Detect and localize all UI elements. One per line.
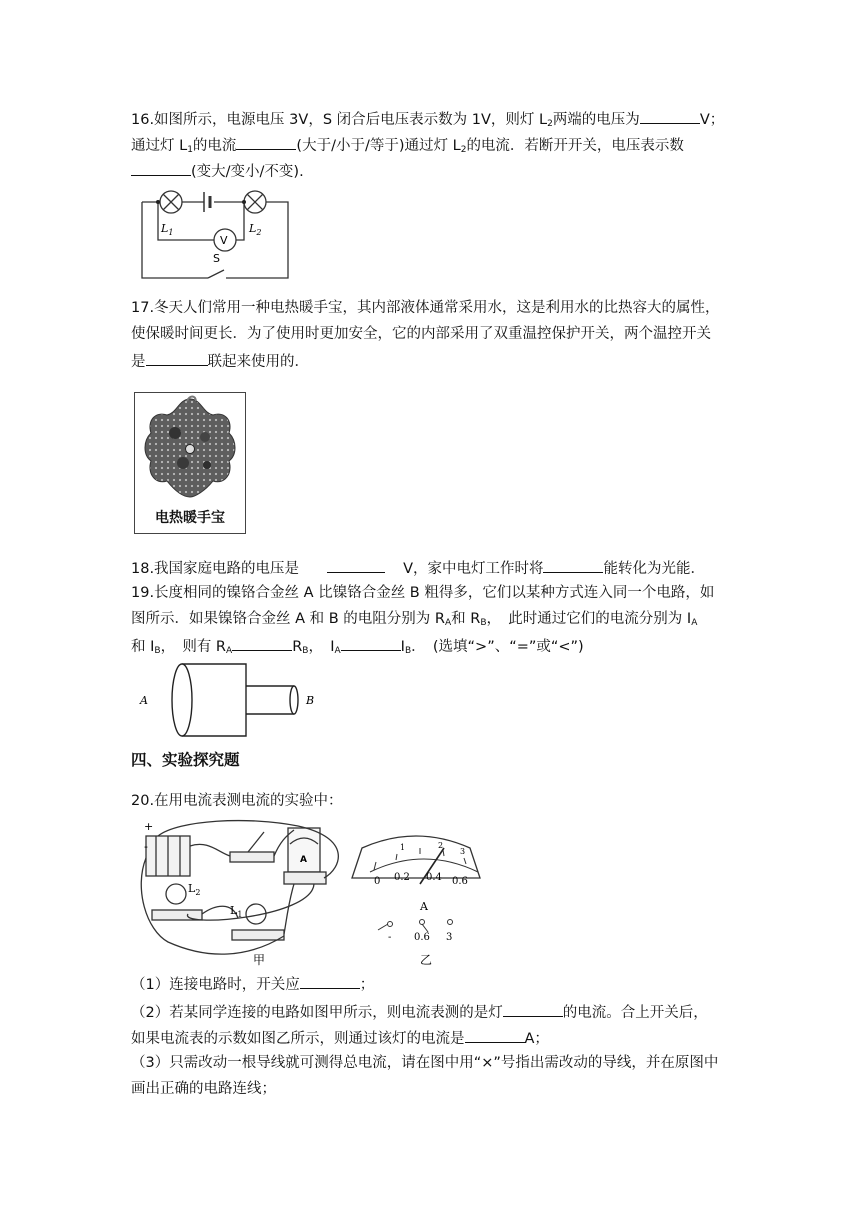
q20-part1: （1）连接电路时，开关应 ； [131, 973, 374, 995]
svg-text:L1: $L_1$ [230, 904, 243, 919]
svg-text:A: A [140, 694, 148, 707]
q18-blank-2[interactable] [543, 557, 603, 573]
q17-line3: 是 联起来使用的． [131, 350, 309, 372]
q20-part3-line2: 画出正确的电路连线； [131, 1081, 276, 1097]
q19-wire-figure [134, 660, 324, 740]
q16-blank-1[interactable] [640, 108, 700, 124]
q19-blank-1[interactable] [232, 635, 292, 651]
q20-part2-line2: 如果电流表的示数如图乙所示，则通过该灯的电流是 A； [131, 1027, 549, 1049]
svg-text:2: 2 [438, 841, 444, 850]
svg-text:0.6: 0.6 [414, 932, 430, 943]
q19-line2: 图所示．如果镍铬合金丝 A 和 B 的电阻分别为 $R_A$和 $R_B$， 此时通过它们的电流分别为 $I_A$ [131, 611, 698, 628]
q20-experiment-figure [138, 818, 483, 968]
svg-text:3: 3 [460, 847, 466, 856]
svg-text:S: S [213, 252, 220, 265]
q19-line3: 和 $I_B$， 则有 $R_A$ $R_B$， $I_A$ $I_B$． (选填“>”、“=”或“<”) [131, 635, 584, 661]
q18-blank-1[interactable] [327, 557, 385, 573]
svg-text:乙: 乙 [420, 953, 433, 967]
q16-blank-2[interactable] [236, 134, 296, 150]
svg-text:L2: $L_2$ [249, 222, 262, 237]
q16-line1: 16.如图所示，电源电压 3V，S 闭合后电压表示数为 1V，则灯 $L_2$两端的电压为 V； [131, 108, 724, 134]
hand-warmer-image [134, 392, 246, 534]
hand-warmer-caption: 电热暖手宝 [155, 510, 225, 526]
svg-text:3: 3 [446, 932, 453, 943]
q20-part2-line1: （2）若某同学连接的电路如图甲所示，则电流表测的是灯 的电流。合上开关后， [131, 1001, 708, 1023]
svg-text:A: A [420, 900, 428, 913]
q16-circuit-figure [136, 190, 296, 286]
svg-text:-: - [144, 840, 148, 853]
q20-blank-3[interactable] [465, 1027, 525, 1043]
section-4-title: 四、实验探究题 [131, 751, 240, 769]
q20-part3-line1: （3）只需改动一根导线就可测得总电流，请在图中用“×”号指出需改动的导线，并在原图中 [131, 1055, 719, 1071]
q19-blank-2[interactable] [341, 635, 401, 651]
q20-intro: 20.在用电流表测电流的实验中： [131, 793, 343, 809]
svg-text:V: V [220, 234, 228, 247]
svg-text:0.6: 0.6 [452, 876, 468, 887]
q18-line: 18.我国家庭电路的电压是 V，家中电灯工作时将 能转化为光能． [131, 557, 705, 579]
svg-text:L2: $L_2$ [188, 882, 201, 897]
q20-blank-2[interactable] [503, 1001, 563, 1017]
q16-blank-3[interactable] [131, 160, 191, 176]
svg-text:+: + [144, 820, 154, 833]
hand-warmer-photo [135, 393, 245, 505]
svg-text:0.2: 0.2 [394, 872, 410, 883]
q20-blank-1[interactable] [300, 973, 360, 989]
svg-text:0.4: 0.4 [426, 872, 442, 883]
svg-text:-: - [388, 932, 392, 943]
q17-blank[interactable] [146, 350, 208, 366]
q17-line1: 17.冬天人们常用一种电热暖手宝，其内部液体通常采用水，这是利用水的比热容大的属性， [131, 300, 720, 316]
q16-line2: 通过灯 $L_1$的电流 (大于/小于/等于)通过灯 $L_2$的电流．若断开开关，电压表示数 [131, 134, 684, 160]
svg-text:0: 0 [374, 876, 381, 887]
svg-text:A: A [300, 855, 307, 865]
q16-line3: (变大/变小/不变). [131, 160, 304, 182]
q17-line2: 使保暖时间更长．为了使用时更加安全，它的内部采用了双重温控保护开关，两个温控开关 [131, 326, 711, 342]
svg-text:B: B [306, 694, 315, 707]
svg-text:1: 1 [400, 843, 406, 852]
q19-line1: 19.长度相同的镍铬合金丝 A 比镍铬合金丝 B 粗得多，它们以某种方式连入同一个电路，如 [131, 585, 715, 601]
svg-text:甲: 甲 [253, 953, 266, 967]
svg-text:L1: $L_1$ [161, 222, 174, 237]
